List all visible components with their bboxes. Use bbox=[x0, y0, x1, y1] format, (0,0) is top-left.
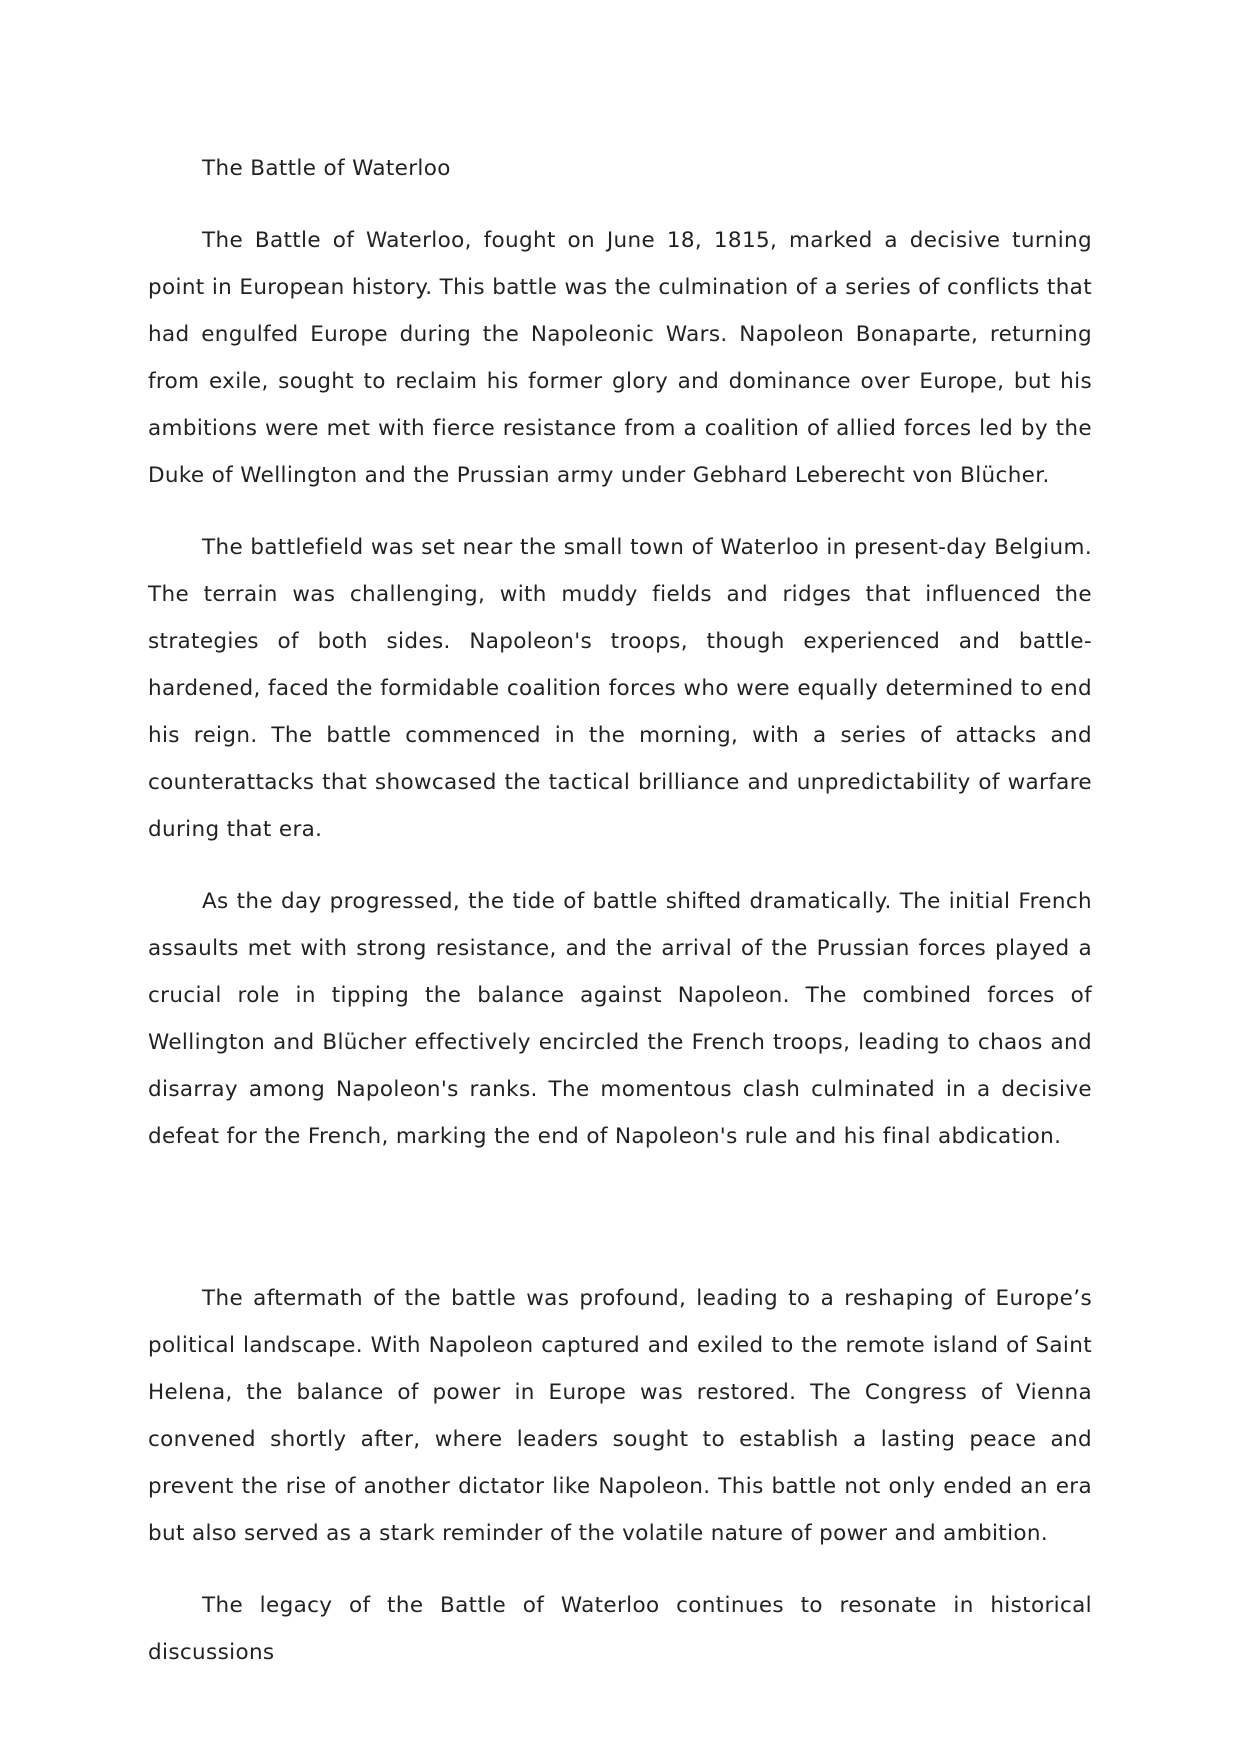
document-title: The Battle of Waterloo bbox=[202, 156, 451, 181]
paragraph-1: The Battle of Waterloo, fought on June 18, 1815, marked a decisive turning point in European history. This battle was the culmination of a series of conflicts that had engulfed Europe during the Napoleonic Wars. Napoleon Bonaparte, returning from exile, sought to reclaim his former glory and dominance over Europe, but his ambitions were met with fierce resistance from a coalition of allied forces led by the Duke of Wellington and the Prussian army under Gebhard Leberecht von Blücher. bbox=[148, 228, 1092, 488]
paragraph-3: As the day progressed, the tide of battle shifted dramatically. The initial French assaults met with strong resistance, and the arrival of the Prussian forces played a crucial role in tipping the balance against Napoleon. The combined forces of Wellington and Blücher effectively encircled the French troops, leading to chaos and disarray among Napoleon's ranks. The momentous clash culminated in a decisive defeat for the French, marking the end of Napoleon's rule and his final abdication. bbox=[148, 889, 1092, 1149]
spacer bbox=[148, 192, 1092, 217]
paragraph-4: The aftermath of the battle was profound, leading to a reshaping of Europe’s political landscape. With Napoleon captured and exiled to the remote island of Saint Helena, the balance of power in Europe was restored. The Congress of Vienna convened shortly after, where leaders sought to establish a lasting peace and prevent the rise of another dictator like Napoleon. This battle not only ended an era but also served as a stark reminder of the volatile nature of power and ambition. bbox=[148, 1286, 1092, 1546]
paragraph-2: The battlefield was set near the small town of Waterloo in present-day Belgium. The terrain was challenging, with muddy fields and ridges that influenced the strategies of both sides. Napoleon's troops, though experienced and battle-hardened, faced the formidable coalition forces who were equally determined to end his reign. The battle commenced in the morning, with a series of attacks and counterattacks that showcased the tactical brilliance and unpredictability of warfare during that era. bbox=[148, 535, 1092, 842]
spacer bbox=[148, 1160, 1092, 1275]
spacer bbox=[148, 1557, 1092, 1582]
spacer bbox=[148, 853, 1092, 878]
spacer bbox=[148, 499, 1092, 524]
document-body bbox=[148, 145, 1092, 1676]
paragraph-5: The legacy of the Battle of Waterloo continues to resonate in historical discussions bbox=[148, 1593, 1092, 1665]
